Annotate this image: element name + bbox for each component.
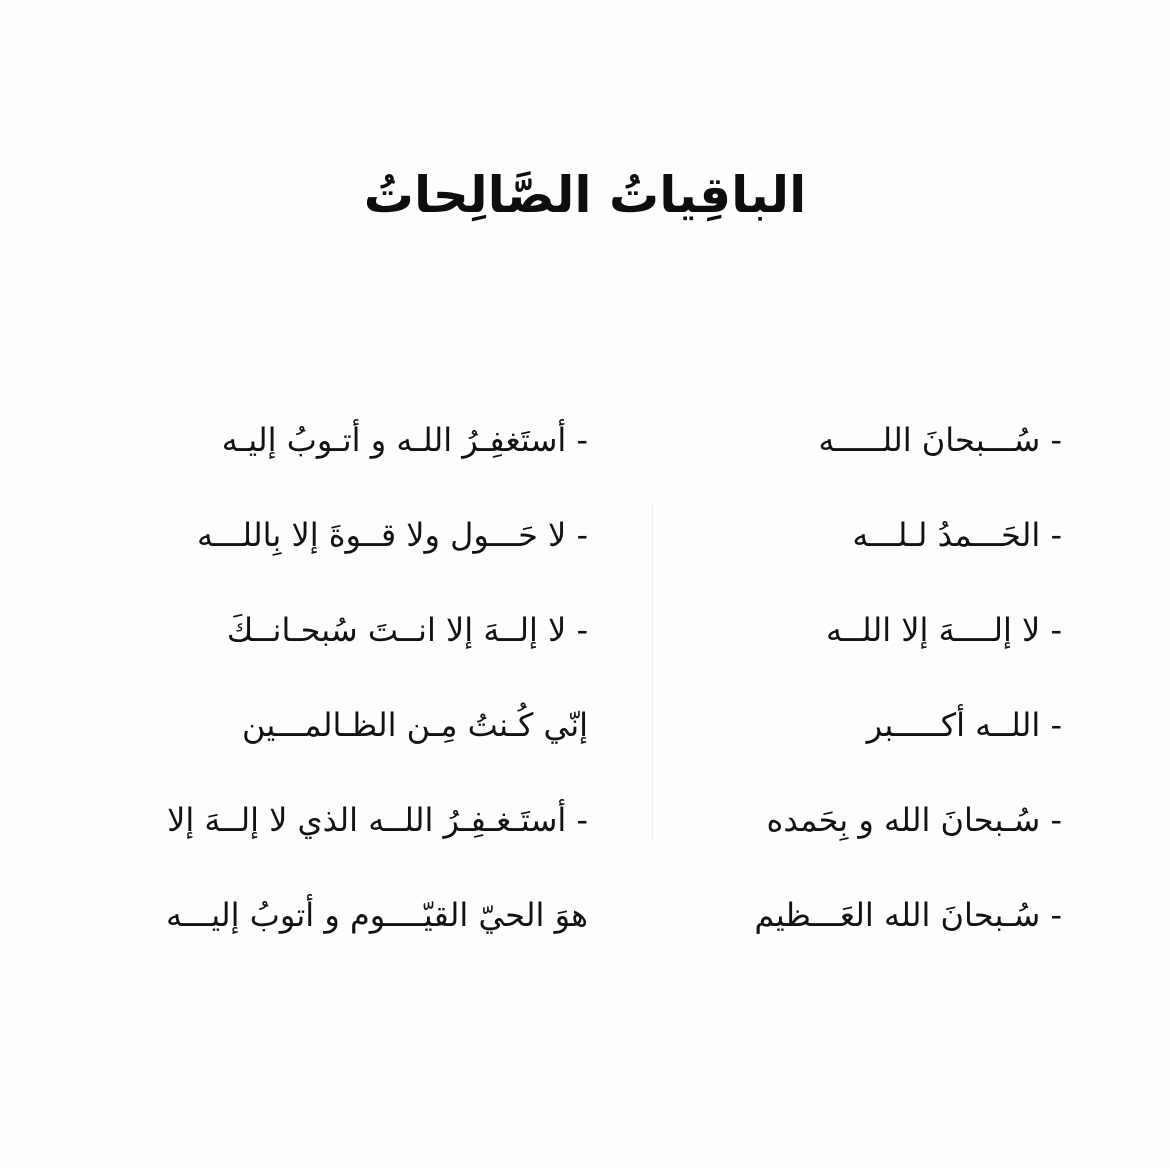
page-title: الباقِياتُ الصَّالِحاتُ [363,166,807,224]
column-divider [652,505,653,840]
list-item: - لا إلــهَ إلا انــتَ سُبحـانــكَ [226,611,588,649]
list-item: - أستَغفِـرُ اللـه و أتـوبُ إليـه [221,421,588,459]
list-item: - سُـبحانَ الله العَـــظيم [754,896,1062,934]
list-item: هوَ الحيّ القيّــــوم و أتوبُ إليـــه [165,896,588,934]
list-item: - أستَـغـفِـرُ اللــه الذي لا إلــهَ إلا [167,801,588,839]
list-item: - سُـبحانَ الله و بِحَمده [766,801,1062,839]
list-item: - لا حَـــول ولا قــوةَ إلا بِاللـــه [197,516,588,554]
list-item: - سُـــبحانَ اللـــــه [818,421,1062,459]
list-item: - لا إلــــهَ إلا اللــه [825,611,1062,649]
list-item: - اللــه أكـــــبر [866,706,1062,744]
list-item: إنّي كُـنتُ مِـن الظـالمـــين [242,706,588,744]
list-item: - الحَـــمدُ لـلـــه [852,516,1062,554]
